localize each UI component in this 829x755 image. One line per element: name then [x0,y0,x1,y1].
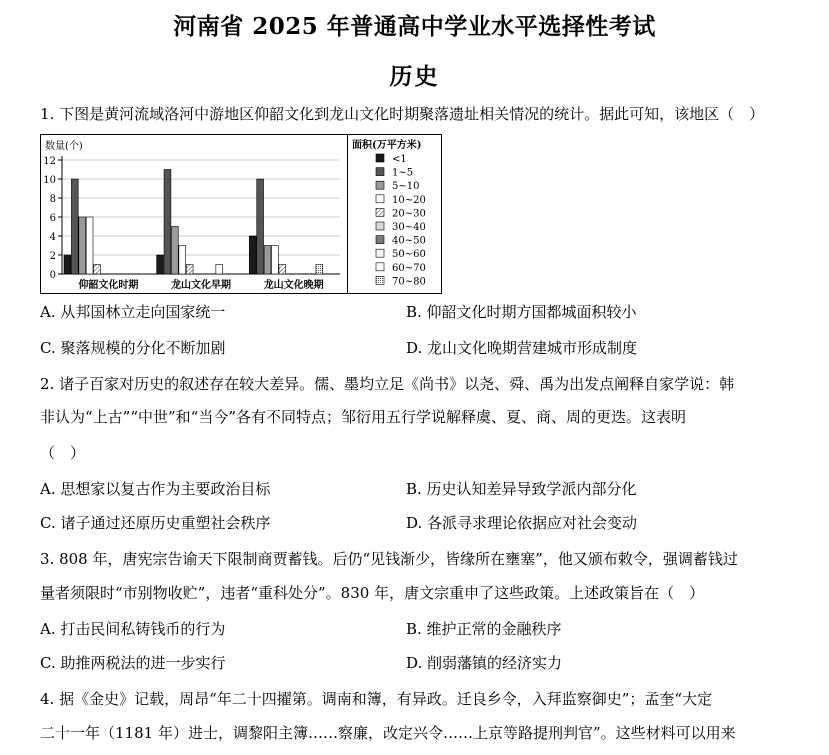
bar [164,170,171,275]
legend-label: <1 [392,154,407,165]
q2-option-c[interactable]: C. 诸子通过还原历史重塑社会秩序 [40,514,271,532]
legend-swatch [376,181,384,189]
subject-title: 历史 [389,63,440,90]
y-axis-label: 数量(个) [45,141,83,152]
settlement-bar-chart [40,134,442,294]
q4-line-1: 4. 据《金史》记载，周昂“年二十四擢第。调南和簿，有异政。迁良乡令，入拜监察御史”；孟奎“大定 [40,690,713,708]
y-tick-label: 10 [43,175,56,186]
bar [186,265,193,275]
bar [157,255,164,274]
legend-swatch [376,222,384,230]
q3-line-1: 3. 808 年，唐宪宗告谕天下限制商贾蓄钱。后仍“见钱渐少，皆缘所在壅塞”，他又颁布敕令，强调蓄钱过 [40,550,738,568]
q4-line-2: 二十一年（1181 年）进士，调黎阳主簿……察廉，改定兴令……上京等路提刑判官”。这些材料可以用来 [40,724,736,742]
x-tick-label: 龙山文化早期 [171,280,231,291]
bar [71,179,78,274]
bar [86,217,93,274]
legend-label: 70~80 [392,276,426,288]
bar [249,236,256,274]
y-tick-label: 8 [49,194,56,205]
x-tick-label: 仰韶文化时期 [78,280,139,291]
legend-swatch [376,263,384,271]
q3-option-d[interactable]: D. 削弱藩镇的经济实力 [406,654,563,672]
q3-option-b[interactable]: B. 维护正常的金融秩序 [406,620,562,638]
legend-label: 5~10 [392,181,420,193]
q2-line-3: （ ） [40,444,86,462]
x-tick-label: 龙山文化晚期 [263,280,324,291]
bar [179,246,186,275]
q1-stem: 1. 下图是黄河流域洛河中游地区仰韶文化到龙山文化时期聚落遗址相关情况的统计。据此可知，该地区（ ） [40,105,765,123]
q2-option-b[interactable]: B. 历史认知差异导致学派内部分化 [406,480,637,498]
bar [94,265,101,275]
legend-title: 面积(万平方米) [352,140,422,151]
legend-swatch [376,249,384,257]
q2-line-1: 2. 诸子百家对历史的叙述存在较大差异。儒、墨均立足《尚书》以尧、舜、禹为出发点阐释自家学说：韩 [40,375,735,393]
bar [64,255,71,274]
bar [216,265,223,275]
bar [257,179,264,274]
legend-label: 40~50 [392,235,426,247]
legend-swatch [376,168,384,176]
legend-swatch [376,195,384,203]
y-tick-label: 4 [49,232,56,243]
bar [279,265,286,275]
y-tick-label: 2 [49,251,56,262]
legend-label: 1~5 [392,167,414,179]
q1-option-c[interactable]: C. 聚落规模的分化不断加剧 [40,339,226,357]
legend-label: 10~20 [392,194,426,206]
exam-title: 河南省 2025 年普通高中学业水平选择性考试 [173,13,656,40]
q1-option-a[interactable]: A. 从邦国林立走向国家统一 [40,303,226,321]
y-tick-label: 6 [49,213,56,224]
legend-swatch [376,276,384,284]
legend-swatch [376,236,384,244]
q1-option-d[interactable]: D. 龙山文化晚期营建城市形成制度 [406,339,638,357]
legend-swatch [376,154,384,162]
y-tick-label: 0 [49,270,56,281]
bar [316,265,323,275]
q2-option-a[interactable]: A. 思想家以复古作为主要政治目标 [40,480,271,498]
q3-option-c[interactable]: C. 助推两税法的进一步实行 [40,654,226,672]
x-tick-labels [78,278,323,291]
q2-option-d[interactable]: D. 各派寻求理论依据应对社会变动 [406,514,638,532]
q3-line-2: 量者须限时“市别物收贮”，违者“重科处分”。830 年，唐文宗重申了这些政策。上述政策旨在（ ） [40,584,705,602]
legend-label: 20~30 [392,208,426,220]
bar [79,217,86,274]
bar [171,227,178,275]
legend-swatch [376,208,384,216]
q1-option-b[interactable]: B. 仰韶文化时期方国都城面积较小 [406,303,637,321]
legend-label: 60~70 [392,262,426,274]
y-tick-label: 12 [43,156,56,167]
bar [272,246,279,275]
q3-option-a[interactable]: A. 打击民间私铸钱币的行为 [40,620,226,638]
q2-line-2: 非认为“上古”“中世”和“当今”各有不同特点；邹衍用五行学说解释虞、夏、商、周的更迭。这表明 [40,408,687,426]
legend-label: 50~60 [392,249,426,261]
bar [264,246,271,275]
legend-label: 30~40 [392,222,426,233]
